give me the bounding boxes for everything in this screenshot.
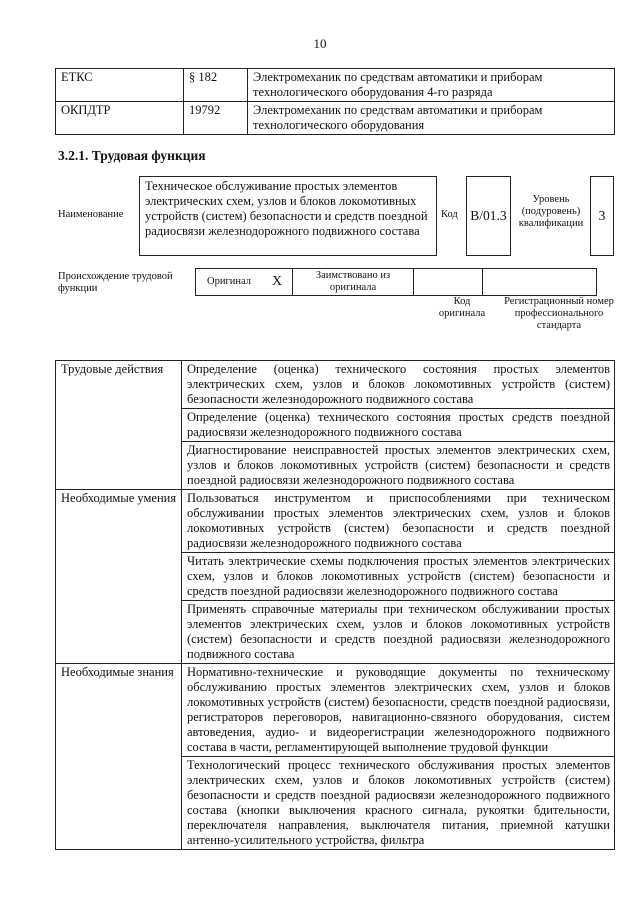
table-cell: Пользоваться инструментом и приспособлениями при техническом обслуживании простых элементов электрических схем, узлов и блоков локомотивных устройств (систем) безопасности и средств поездной радиосвязи железнодорожного подвижного состава xyxy=(182,490,615,553)
table-row xyxy=(56,361,615,409)
table-cell: Читать электрические схемы подключения простых элементов электрических схем, узлов и блоков локомотивных устройств (систем) безопасности и средств поездной радиосвязи железнодорожного подвижного состава xyxy=(182,553,615,601)
qualification-level: 3 xyxy=(590,176,614,256)
classification-number: 19792 xyxy=(184,102,248,135)
classification-name: Электромеханик по средствам автоматики и приборам технологического оборудования 4-го разряда xyxy=(248,69,615,102)
origin-label: Происхождение трудовой функции xyxy=(58,271,173,294)
function-details-table xyxy=(55,360,615,850)
origin-reg-caption: Регистрационный номер профессионального стандарта xyxy=(504,296,614,331)
table-cell: Применять справочные материалы при техническом обслуживании простых элементов электрических схем, узлов и блоков локомотивных устройств (систем) безопасности и средств поездной радиосвязи железнодорожного подвижного состава xyxy=(182,601,615,664)
table-cell: Диагностирование неисправностей простых элементов электрических схем, узлов и блоков локомотивных устройств (систем) безопасности и средств поездной радиосвязи железнодорожного подвижного состава xyxy=(182,442,615,490)
classification-table xyxy=(55,68,615,135)
classification-row xyxy=(56,69,615,102)
origin-reg-number-cell xyxy=(483,269,597,296)
table-row xyxy=(56,490,615,553)
origin-original-label: Оригинал xyxy=(196,269,263,296)
function-code-label: Код xyxy=(441,209,458,220)
classification-number: § 182 xyxy=(184,69,248,102)
page-number: 10 xyxy=(313,36,327,51)
qualification-level-label: Уровень (подуровень) квалификации xyxy=(518,194,584,229)
required-skills-heading: Необходимые умения xyxy=(56,490,182,664)
origin-code-caption: Код оригинала xyxy=(438,296,486,319)
function-name: Техническое обслуживание простых элементов электрических схем, узлов и блоков локомотивных устройств (систем) безопасности и средств поездной радиосвязи железнодорожного подвижного состава xyxy=(139,176,437,256)
origin-code-cell xyxy=(414,269,483,296)
classification-code: ОКПДТР xyxy=(56,102,184,135)
classification-name: Электромеханик по средствам автоматики и приборам технологического оборудования xyxy=(248,102,615,135)
section-title: 3.2.1. Трудовая функция xyxy=(58,148,206,163)
required-knowledge-heading: Необходимые знания xyxy=(56,664,182,850)
function-code: B/01.3 xyxy=(466,176,511,256)
table-cell: Определение (оценка) технического состояния простых средств поездной радиосвязи железнодорожного подвижного состава xyxy=(182,409,615,442)
table-cell: Нормативно-технические и руководящие документы по техническому обслуживанию простых элементов электрических схем, узлов и блоков локомотивных устройств (систем) безопасности, средств поездной радиосвязи, регистраторов переговоров, навигационно-связного оборудования, систем автоведения, аудио- и видеорегистрации железнодорожного подвижного состава в части, регламентирующей выполнение трудовой функции xyxy=(182,664,615,757)
origin-borrowed-label: Заимствовано из оригинала xyxy=(293,269,414,296)
table-row xyxy=(56,664,615,757)
classification-row xyxy=(56,102,615,135)
function-name-label: Наименование xyxy=(58,209,124,220)
labor-actions-heading: Трудовые действия xyxy=(56,361,182,490)
classification-code: ЕТКС xyxy=(56,69,184,102)
table-cell: Определение (оценка) технического состояния простых элементов электрических схем, узлов и блоков локомотивных устройств (систем) безопасности железнодорожного подвижного состава xyxy=(182,361,615,409)
origin-original-mark: X xyxy=(262,269,293,296)
origin-table xyxy=(195,268,597,296)
table-cell: Технологический процесс технического обслуживания простых элементов электрических схем, узлов и блоков локомотивных устройств (систем) безопасности и средств поездной радиосвязи железнодорожного подвижного состава (кнопки выключения красного сигнала, рукоятки бдительности, переключателя направления, выключателя питания, приемной катушки антенно-усилительного устройства, фильтра xyxy=(182,757,615,850)
